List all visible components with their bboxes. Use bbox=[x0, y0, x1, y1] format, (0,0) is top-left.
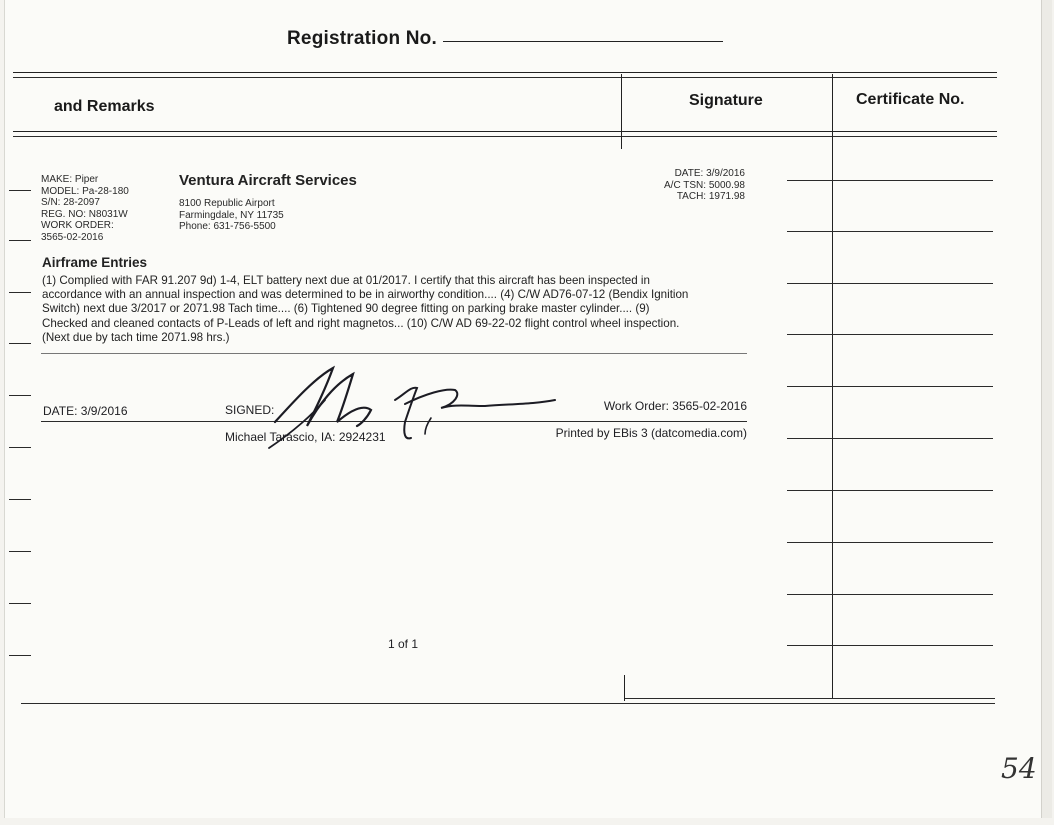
handwritten-page-number: 54 bbox=[1001, 752, 1037, 785]
row-tick bbox=[9, 395, 31, 396]
row-tick bbox=[9, 190, 31, 191]
company-info bbox=[179, 172, 357, 233]
record-tsn: A/C TSN: 5000.98 bbox=[664, 179, 745, 191]
signer-name: Michael Tarascio, IA: 2924231 bbox=[225, 430, 386, 444]
company-name: Ventura Aircraft Services bbox=[179, 172, 357, 189]
column-header-signature: Signature bbox=[689, 92, 763, 109]
table-top-rule-inner bbox=[13, 77, 997, 78]
row-tick bbox=[9, 343, 31, 344]
signature-row-line bbox=[787, 542, 993, 543]
signature-row-line bbox=[787, 594, 993, 595]
table-top-rule bbox=[13, 72, 997, 73]
company-phone: Phone: 631-756-5500 bbox=[179, 221, 276, 232]
signature-row-line bbox=[787, 180, 993, 181]
signature-row-line bbox=[787, 386, 993, 387]
record-info bbox=[605, 168, 745, 203]
aircraft-make: MAKE: Piper bbox=[41, 174, 99, 185]
page-edge bbox=[1041, 0, 1052, 818]
signature-row-line bbox=[787, 334, 993, 335]
aircraft-info bbox=[41, 174, 129, 243]
signature-row-line bbox=[787, 490, 993, 491]
registration-label: Registration No. bbox=[287, 28, 437, 49]
column-header-remarks: and Remarks bbox=[54, 98, 155, 115]
aircraft-model: MODEL: Pa-28-180 bbox=[41, 185, 129, 197]
aircraft-serial: S/N: 28-2097 bbox=[41, 197, 100, 208]
entry-line: accordance with an annual inspection and was determined to be in airworthy condition.... (4) C/W AD76-07-12 (Bendix Ignition bbox=[42, 288, 689, 302]
logbook-page bbox=[4, 0, 1051, 818]
signoff-date: DATE: 3/9/2016 bbox=[43, 404, 128, 418]
page-count: 1 of 1 bbox=[388, 637, 419, 651]
work-order-label: WORK ORDER: bbox=[41, 220, 114, 231]
table-bottom-rule-right bbox=[625, 698, 995, 699]
column-header-certificate: Certificate No. bbox=[856, 91, 965, 108]
entry-line: Switch) next due 3/2017 or 2071.98 Tach time.... (6) Tightened 90 degree fitting on parking brake master cylinder.... (9) bbox=[42, 302, 650, 316]
signature-row-line bbox=[787, 645, 993, 646]
work-order-value: 3565-02-2016 bbox=[41, 231, 104, 243]
entries-heading: Airframe Entries bbox=[42, 255, 148, 270]
signature-row-line bbox=[787, 438, 993, 439]
company-address-1: 8100 Republic Airport bbox=[179, 198, 275, 209]
row-tick bbox=[9, 240, 31, 241]
signature-row-line bbox=[787, 283, 993, 284]
record-tach: TACH: 1971.98 bbox=[676, 191, 745, 202]
row-tick bbox=[9, 655, 31, 656]
entry-line: Checked and cleaned contacts of P-Leads of left and right magnetos... (10) C/W AD 69-22-02 flight control wheel inspection. bbox=[42, 316, 680, 330]
company-address-2: Farmingdale, NY 11735 bbox=[179, 209, 284, 221]
table-bottom-rule bbox=[21, 703, 995, 704]
row-tick bbox=[9, 603, 31, 604]
entry-separator bbox=[41, 353, 747, 354]
printed-by: Printed by EBis 3 (datcomedia.com) bbox=[555, 426, 747, 440]
signoff-work-order: Work Order: 3565-02-2016 bbox=[603, 399, 747, 413]
handwritten-signature bbox=[255, 360, 565, 450]
signed-label: SIGNED: bbox=[225, 403, 275, 417]
record-date: DATE: 3/9/2016 bbox=[674, 168, 745, 179]
header-bottom-rule bbox=[13, 131, 997, 132]
entry-line: (Next due by tach time 2071.98 hrs.) bbox=[42, 330, 230, 344]
signature-row-line bbox=[787, 231, 993, 232]
aircraft-registration: REG. NO: N8031W bbox=[41, 208, 128, 220]
entries-text bbox=[42, 274, 762, 345]
row-tick bbox=[9, 292, 31, 293]
header-bottom-rule-inner bbox=[13, 136, 997, 137]
column-divider-signature bbox=[621, 74, 622, 149]
row-tick bbox=[9, 551, 31, 552]
entry-line: (1) Complied with FAR 91.207 9d) 1-4, ELT battery next due at 01/2017. I certify that this aircraft has been inspected in bbox=[42, 274, 650, 287]
row-tick bbox=[9, 499, 31, 500]
registration-field-line bbox=[443, 41, 723, 42]
row-tick bbox=[9, 447, 31, 448]
